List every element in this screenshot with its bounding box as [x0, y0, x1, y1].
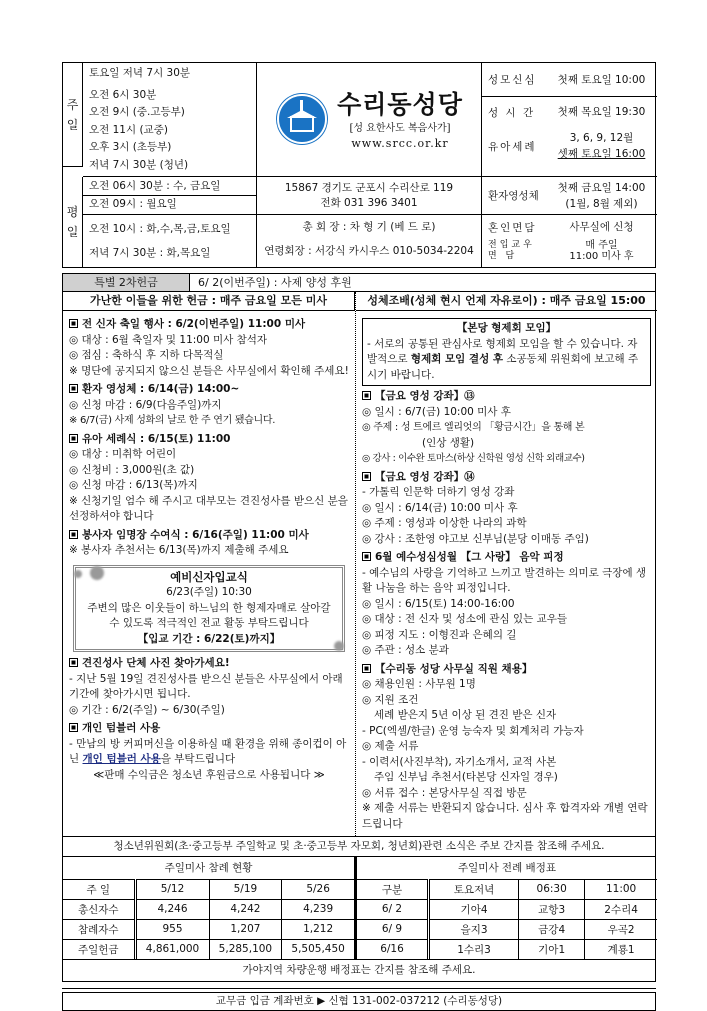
schedule-label: 성모신심	[488, 74, 537, 86]
youth-committee-notice: 청소년위원회(초·중고등부 주일학교 및 초·중고등부 자모회, 청년회)관련 소식은 주보 간지를 참조해 주세요.	[62, 837, 656, 857]
square-bullet-icon	[69, 434, 78, 443]
announcement-line: ◎ 대상 : 6월 축일자 및 11:00 미사 참석자	[69, 333, 268, 346]
left-column	[63, 292, 356, 836]
announcement-line: ◎ 신청비 : 3,000원(초 값)	[69, 463, 195, 476]
bulletin-page	[62, 62, 656, 1011]
announcement-line: - 이력서(사진부착), 자기소개서, 교적 사본	[362, 755, 557, 768]
liturgy-table-title: 주일미사 전례 배정표	[357, 857, 658, 879]
mass-time: 오전 09시 : 월요일	[89, 198, 177, 210]
schedule-label: 전입교우 면 담	[488, 240, 535, 261]
announcement-section: 【금요 영성 강좌】⑭ - 가톨릭 인문학 더하기 영성 강좌 ◎ 일시 : 6/14(금) 10:00 미사 후 ◎ 주제 : 영성과 이상한 나라의 과학 ◎ 강사 : 조한영 야고보 신부님(분당 이매동 주임)	[362, 470, 651, 548]
announcement-section: 견진성사 단체 사진 찾아가세요! - 지난 5월 19일 견진성사를 받으신 분들은 사무실에서 아래 기간에 찾아가시면 됩니다. ◎ 기간 : 6/2(주일) ~ 6/30(주일)	[69, 656, 349, 718]
special-schedule-top	[482, 63, 657, 177]
sunday-mass-times	[83, 63, 257, 177]
table-row: 주일헌금 4,861,000 5,285,100 5,505,450	[63, 939, 355, 959]
sunday-label-char-1: 주	[66, 97, 79, 112]
announcement-line: ◎ 제출 서류	[362, 740, 419, 752]
right-column	[356, 292, 657, 836]
right-column-heading: 성체조배(성체 현시 언제 자유로이) : 매주 금요일 15:00	[356, 292, 657, 311]
table-row: 6/ 2 기아4 교항3 2수리4	[357, 899, 658, 919]
schedule-value: 사무실에 신청	[569, 221, 634, 233]
mass-time: 오후 3시 (초등부)	[89, 141, 172, 153]
square-bullet-icon	[362, 472, 371, 481]
mass-time: 오전 6시 30분	[89, 88, 157, 101]
notice-body: - 서로의 공통된 관심사로 형제회 모임을 할 수 있습니다. 자발적으로 형제회 모임 결성 후 소공동체 위원회에 보고해 주시기 바랍니다.	[367, 337, 639, 381]
table-row: 총신자수 4,246 4,242 4,239	[63, 899, 355, 919]
website-link[interactable]: www.srcc.or.kr	[351, 136, 449, 150]
announcement-line: ◎ 대상 : 전 신자 및 성소에 관심 있는 교우들	[362, 613, 568, 625]
announcements	[62, 292, 656, 837]
weekday-mass-times-a	[83, 177, 257, 215]
square-bullet-icon	[69, 319, 78, 328]
announcement-line: ◎ 기간 : 6/2(주일) ~ 6/30(주일)	[69, 703, 225, 716]
announcement-section: 【수리동 성당 사무실 직원 채용】 ◎ 채용인원 : 사무원 1명 ◎ 지원 조건 세례 받은지 5년 이상 된 견진 받은 신자 - PC(엑셀/한글) 운영 능숙자 및 회계처리 가능자 ◎ 제출 서류 - 이력서(사진부착), 자기소개서, 교적 사본 주임 신부님 추천서(타본당 신자일 경우) ◎ 서류 접수 : 본당사무실 직접 방문 ※ 제출 서류는 반환되지 않습니다. 심사 후 합격자와 개별 연락드립니다	[362, 662, 651, 833]
announcement-line: ※ 봉사자 추천서는 6/13(목)까지 제출해 주세요	[69, 544, 289, 556]
address-block	[257, 177, 482, 215]
announcement-line: ◎ 주제 : 성 트에르 엘리엇의 「황금시간」을 통해 본	[362, 422, 585, 433]
table-header-row: 주 일 5/12 5/19 5/26	[63, 879, 355, 899]
announcement-section: 봉사자 임명장 수여식 : 6/16(주일) 11:00 미사 ※ 봉사자 추천서는 6/13(목)까지 제출해 주세요	[69, 528, 349, 559]
special-collection-banner	[62, 273, 656, 292]
announcement-section: 개인 텀블러 사용 - 만남의 방 커피머신을 이용하실 때 환경을 위해 종이컵이 아닌 개인 텀블러 사용을 부탁드립니다 ≪판매 수익금은 청소년 후원금으로 사용됩니다 ≫	[69, 721, 349, 783]
weekday-label-char-2: 일	[66, 225, 79, 239]
decorative-dot-icon	[334, 641, 344, 651]
church-name: 수리동성당	[337, 89, 463, 119]
weekday-label	[63, 177, 83, 267]
tumbler-emphasis: 개인 텀블러 사용	[82, 753, 161, 765]
announcement-line: ◎ 대상 : 미취학 어린이	[69, 448, 177, 460]
mass-time: 토요일 저녁 7시 30분	[89, 67, 191, 79]
announcement-line: 주임 신부님 추천서(타본당 신자일 경우)	[374, 771, 558, 783]
attendance-table-title: 주일미사 참례 현황	[63, 857, 355, 879]
announcement-line: ◎ 신청 마감 : 6/13(목)까지	[69, 479, 198, 491]
announcement-section: 환자 영성체 : 6/14(금) 14:00~ ◎ 신청 마감 : 6/9(다음주일)까지 ※ 6/7(금) 사제 성화의 날로 한 주 연기 됐습니다.	[69, 382, 349, 429]
schedule-label: 성 시 간	[488, 106, 536, 119]
schedule-value: 3, 6, 9, 12월 셋째 토요일 16:00	[557, 132, 646, 160]
mass-time: 오전 06시 30분 : 수, 금요일	[83, 178, 256, 196]
church-logo-icon	[275, 88, 329, 152]
schedule-value: 첫째 토요일 10:00	[557, 73, 646, 86]
square-bullet-icon	[69, 384, 78, 393]
left-column-heading: 가난한 이들을 위한 헌금 : 매주 금요일 모든 미사	[63, 292, 355, 311]
square-bullet-icon	[362, 664, 371, 673]
decorative-dot-icon	[74, 570, 82, 578]
tithe-account-info: 교무금 입금 계좌번호 ▶ 신협 131-002-037212 (수리동성당)	[62, 992, 656, 1011]
card-body: 주변의 많은 이웃들이 하느님의 한 형제자매로 살아갈 수 있도록 적극적인 전교 활동 부탁드립니다	[87, 601, 331, 629]
square-bullet-icon	[69, 723, 78, 732]
announcement-line: - PC(엑셀/한글) 운영 능숙자 및 회계처리 가능자	[362, 724, 584, 737]
announcement-line: ≪판매 수익금은 청소년 후원금으로 사용됩니다 ≫	[93, 768, 325, 781]
schedule-label: 환자영성체	[488, 190, 539, 202]
mass-time: 저녁 7시 30분 (청년)	[89, 158, 189, 171]
sunday-label	[63, 63, 83, 167]
square-bullet-icon	[69, 530, 78, 539]
announcement-line: ◎ 주제 : 영성과 이상한 나라의 과학	[362, 517, 527, 529]
leaders-block	[257, 215, 482, 267]
special-collection-tag: 특별 2차헌금	[63, 274, 190, 291]
announcement-line: ◎ 지원 조건	[362, 693, 419, 706]
announcement-line: ※ 제출 서류는 반환되지 않습니다. 심사 후 합격자와 개별 연락드립니다	[362, 802, 648, 830]
announcement-line: - 가톨릭 인문학 더하기 영성 강좌	[362, 486, 515, 498]
announcement-line: ◎ 주관 : 성소 분과	[362, 644, 449, 656]
table-row: 6/ 9 을지3 금강4 우곡2	[357, 919, 658, 939]
announcement-line: ◎ 피정 지도 : 이형진과 은혜의 길	[362, 628, 517, 641]
sunday-label-char-2: 일	[66, 117, 79, 132]
mass-time: 오전 11시 (교중)	[89, 123, 168, 136]
weekday-label-char-1: 평	[66, 205, 79, 219]
announcement-line: ◎ 점심 : 축하식 후 지하 다목적실	[69, 349, 224, 361]
table-header-row: 구분 토요저녁 06:30 11:00	[357, 879, 658, 899]
announcement-line: ※ 신청기일 엄수 해 주시고 대부모는 견진성사를 받으신 분을 선정하셔야 합니다	[69, 494, 348, 522]
vehicle-schedule-notice: 가야지역 차량운행 배정표는 간지를 참조해 주세요.	[62, 960, 656, 982]
announcement-section: 유아 세례식 : 6/15(토) 11:00 ◎ 대상 : 미취학 어린이 ◎ 신청비 : 3,000원(초 값) ◎ 신청 마감 : 6/13(목)까지 ※ 신청기일 엄수 해 주시고 대부모는 견진성사를 받으신 분을 선정하셔야 합니다	[69, 432, 349, 525]
announcement-line: - 예수님의 사랑을 기억하고 느끼고 발견하는 의미로 극장에 생활 나눔을 하는 음악 피정입니다.	[362, 566, 647, 594]
card-title: 예비신자입교식	[170, 569, 248, 584]
announcement-line: - 지난 5월 19일 견진성사를 받으신 분들은 사무실에서 아래 기간에 찾아가시면 됩니다.	[69, 672, 343, 700]
church-brand	[257, 63, 482, 177]
address: 15867 경기도 군포시 수리산로 119	[284, 181, 454, 194]
announcement-line: ◎ 채용인원 : 사무원 1명	[362, 678, 476, 690]
table-row: 6/16 1수리3 기아1 계룡1	[357, 939, 658, 959]
announcement-line: ◎ 서류 접수 : 본당사무실 직접 방문	[362, 786, 527, 799]
square-bullet-icon	[362, 391, 371, 400]
square-bullet-icon	[362, 552, 371, 561]
stats-tables	[62, 857, 656, 960]
announcement-line: (인상 생활)	[422, 436, 475, 449]
decorative-dot-icon	[90, 566, 104, 580]
patron-saint: [성 요한사도 복음사가]	[349, 122, 451, 134]
announcement-section: 【금요 영성 강좌】⑬ ◎ 일시 : 6/7(금) 10:00 미사 후 ◎ 주제 : 성 트에르 엘리엇의 「황금시간」을 통해 본 (인상 생활) ◎ 강사 : 이수완 토마스(하상 신학원 영성 신학 외래교수)	[362, 389, 651, 467]
announcement-section: 전 신자 축일 행사 : 6/2(이번주일) 11:00 미사 ◎ 대상 : 6월 축일자 및 11:00 미사 참석자 ◎ 점심 : 축하식 후 지하 다목적실 ※ 명단에 공지되지 않으신 분들은 사무실에서 확인해 주세요!	[69, 317, 349, 379]
weekday-mass-times-b	[83, 215, 257, 267]
announcement-line: ◎ 신청 마감 : 6/9(다음주일)까지	[69, 398, 222, 411]
announcement-line: ◎ 일시 : 6/15(토) 14:00-16:00	[362, 597, 515, 610]
catechumen-entrance-card	[73, 565, 345, 653]
announcement-line: ◎ 일시 : 6/7(금) 10:00 미사 후	[362, 405, 511, 418]
attendance-table	[63, 857, 355, 959]
schedule-value: 첫째 금요일 14:00 (1월, 8월 제외)	[557, 181, 646, 210]
announcement-line: - 만남의 방 커피머신을 이용하실 때 환경을 위해 종이컵이 아닌 개인 텀블러 사용을 부탁드립니다	[69, 737, 347, 765]
announcement-line: ※ 명단에 공지되지 않으신 분들은 사무실에서 확인해 주세요!	[69, 364, 349, 377]
schedule-label: 유아세례	[488, 140, 537, 153]
header-table	[62, 62, 656, 268]
elders-president: 연령회장 : 서강식 카시우스 010-5034-2204	[264, 245, 474, 257]
special-schedule-mid	[482, 177, 657, 215]
announcement-line: 세례 받은지 5년 이상 된 견진 받은 신자	[374, 709, 557, 721]
announcement-line: ※ 6/7(금) 사제 성화의 날로 한 주 연기 됐습니다.	[69, 415, 276, 426]
schedule-value: 매 주일 11:00 미사 후	[569, 240, 634, 262]
schedule-value: 첫째 목요일 19:30	[557, 106, 646, 118]
announcement-line: ◎ 강사 : 조한영 야고보 신부님(분당 이매동 주임)	[362, 532, 589, 545]
special-schedule-bottom	[482, 215, 657, 267]
mass-time: 오전 9시 (중.고등부)	[89, 106, 185, 118]
brotherhood-notice	[362, 318, 651, 386]
square-bullet-icon	[69, 658, 78, 667]
mass-time: 오전 10시 : 화,수,목,금,토요일	[89, 223, 231, 235]
parish-president: 총 회 장 : 차 형 기 (베 드 로)	[302, 221, 436, 233]
liturgy-assignment-table	[356, 857, 657, 959]
mass-time: 저녁 7시 30분 : 화,목요일	[89, 247, 211, 259]
special-collection-message: 6/ 2(이번주일) : 사제 양성 후원	[198, 276, 352, 289]
card-period: 【입교 기간 : 6/22(토)까지】	[137, 632, 281, 645]
table-row: 참례자수 955 1,207 1,212	[63, 919, 355, 939]
card-date: 6/23(주일) 10:30	[166, 586, 252, 598]
schedule-label: 혼인면담	[488, 221, 537, 234]
announcement-line: ◎ 강사 : 이수완 토마스(하상 신학원 영성 신학 외래교수)	[362, 453, 585, 464]
notice-title: 【본당 형제회 모임】	[456, 322, 557, 334]
phone: 전화 031 396 3401	[320, 196, 418, 209]
announcement-line: ◎ 일시 : 6/14(금) 10:00 미사 후	[362, 501, 518, 514]
announcement-section: 6월 예수성심성월 【그 사랑】 음악 피정 - 예수님의 사랑을 기억하고 느끼고 발견하는 의미로 극장에 생활 나눔을 하는 음악 피정입니다. ◎ 일시 : 6/15(토) 14:00-16:00 ◎ 대상 : 전 신자 및 성소에 관심 있는 교우들 ◎ 피정 지도 : 이형진과 은혜의 길 ◎ 주관 : 성소 분과	[362, 550, 651, 659]
